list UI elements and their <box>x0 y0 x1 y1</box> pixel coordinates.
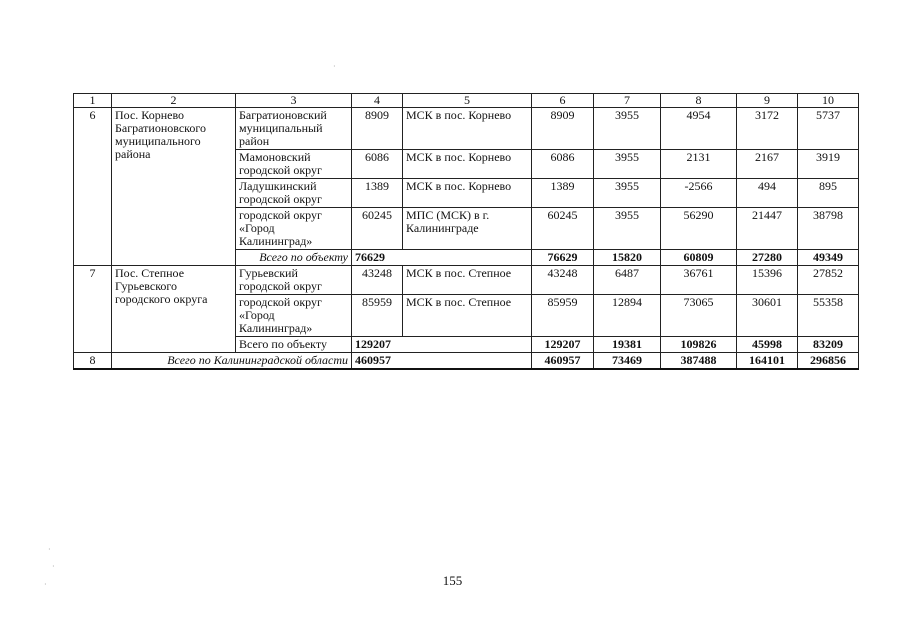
header-cell: 2 <box>112 94 236 108</box>
value-cell: 2131 <box>661 150 737 179</box>
value-cell: -2566 <box>661 179 737 208</box>
total-value: 76629 <box>352 250 532 266</box>
header-cell: 5 <box>403 94 532 108</box>
total-value: 60809 <box>661 250 737 266</box>
value-cell: 5737 <box>798 108 859 150</box>
total-value: 460957 <box>352 353 532 370</box>
district-cell: городской округ «Город Калининград» <box>236 295 352 337</box>
value-cell: 6487 <box>594 266 661 295</box>
source-cell: МСК в пос. Корнево <box>403 150 532 179</box>
value-cell: 15396 <box>737 266 798 295</box>
district-cell: Гурьевский городской округ <box>236 266 352 295</box>
value-cell: 494 <box>737 179 798 208</box>
total-value: 49349 <box>798 250 859 266</box>
table-row <box>74 108 859 150</box>
source-cell: МСК в пос. Корнево <box>403 179 532 208</box>
scan-speck: · <box>48 545 51 554</box>
value-cell: 1389 <box>532 179 594 208</box>
source-cell: МСК в пос. Степное <box>403 295 532 337</box>
value-cell: 2167 <box>737 150 798 179</box>
header-cell: 6 <box>532 94 594 108</box>
value-cell: 12894 <box>594 295 661 337</box>
value-cell: 1389 <box>352 179 403 208</box>
value-cell: 43248 <box>352 266 403 295</box>
value-cell: 21447 <box>737 208 798 250</box>
table-row <box>74 266 859 295</box>
value-cell: 3955 <box>594 108 661 150</box>
total-value: 15820 <box>594 250 661 266</box>
total-value: 45998 <box>737 337 798 353</box>
value-cell: 895 <box>798 179 859 208</box>
group-name: Пос. Корнево Багратионовского муниципального района <box>112 108 236 266</box>
district-cell: городской округ «Город Калининград» <box>236 208 352 250</box>
value-cell: 3172 <box>737 108 798 150</box>
value-cell: 3955 <box>594 150 661 179</box>
data-table <box>73 93 859 370</box>
value-cell: 85959 <box>532 295 594 337</box>
value-cell: 6086 <box>532 150 594 179</box>
header-cell: 10 <box>798 94 859 108</box>
district-cell: Мамоновский городской округ <box>236 150 352 179</box>
group-name: Пос. Степное Гурьевского городского округа <box>112 266 236 353</box>
group-number: 6 <box>74 108 112 266</box>
district-cell: Ладушкинский городской округ <box>236 179 352 208</box>
scan-speck: · <box>333 62 336 71</box>
total-value: 27280 <box>737 250 798 266</box>
district-cell: Багратионовский муниципальный район <box>236 108 352 150</box>
source-cell: МПС (МСК) в г. Калининграде <box>403 208 532 250</box>
total-value: 129207 <box>352 337 532 353</box>
value-cell: 4954 <box>661 108 737 150</box>
header-cell: 8 <box>661 94 737 108</box>
total-value: 296856 <box>798 353 859 370</box>
group-number: 8 <box>74 353 112 370</box>
value-cell: 8909 <box>532 108 594 150</box>
scan-speck: · <box>52 562 55 571</box>
total-value: 109826 <box>661 337 737 353</box>
group-number: 7 <box>74 266 112 353</box>
value-cell: 56290 <box>661 208 737 250</box>
value-cell: 36761 <box>661 266 737 295</box>
grand-total-row <box>74 353 859 370</box>
value-cell: 3955 <box>594 179 661 208</box>
scan-speck: · <box>44 580 47 589</box>
value-cell: 43248 <box>532 266 594 295</box>
total-value: 164101 <box>737 353 798 370</box>
total-value: 73469 <box>594 353 661 370</box>
total-value: 19381 <box>594 337 661 353</box>
header-row <box>74 94 859 108</box>
grand-total-label: Всего по Калининградской области <box>112 353 352 370</box>
value-cell: 55358 <box>798 295 859 337</box>
value-cell: 8909 <box>352 108 403 150</box>
value-cell: 3919 <box>798 150 859 179</box>
header-cell: 1 <box>74 94 112 108</box>
header-cell: 9 <box>737 94 798 108</box>
total-label: Всего по объекту <box>236 250 352 266</box>
value-cell: 3955 <box>594 208 661 250</box>
source-cell: МСК в пос. Корнево <box>403 108 532 150</box>
value-cell: 38798 <box>798 208 859 250</box>
total-value: 387488 <box>661 353 737 370</box>
total-label: Всего по объекту <box>236 337 352 353</box>
value-cell: 60245 <box>352 208 403 250</box>
value-cell: 73065 <box>661 295 737 337</box>
source-cell: МСК в пос. Степное <box>403 266 532 295</box>
page-number: 155 <box>442 573 463 588</box>
header-cell: 4 <box>352 94 403 108</box>
total-value: 83209 <box>798 337 859 353</box>
total-value: 76629 <box>532 250 594 266</box>
value-cell: 27852 <box>798 266 859 295</box>
header-cell: 3 <box>236 94 352 108</box>
value-cell: 6086 <box>352 150 403 179</box>
value-cell: 60245 <box>532 208 594 250</box>
total-value: 460957 <box>532 353 594 370</box>
value-cell: 85959 <box>352 295 403 337</box>
value-cell: 30601 <box>737 295 798 337</box>
header-cell: 7 <box>594 94 661 108</box>
total-value: 129207 <box>532 337 594 353</box>
